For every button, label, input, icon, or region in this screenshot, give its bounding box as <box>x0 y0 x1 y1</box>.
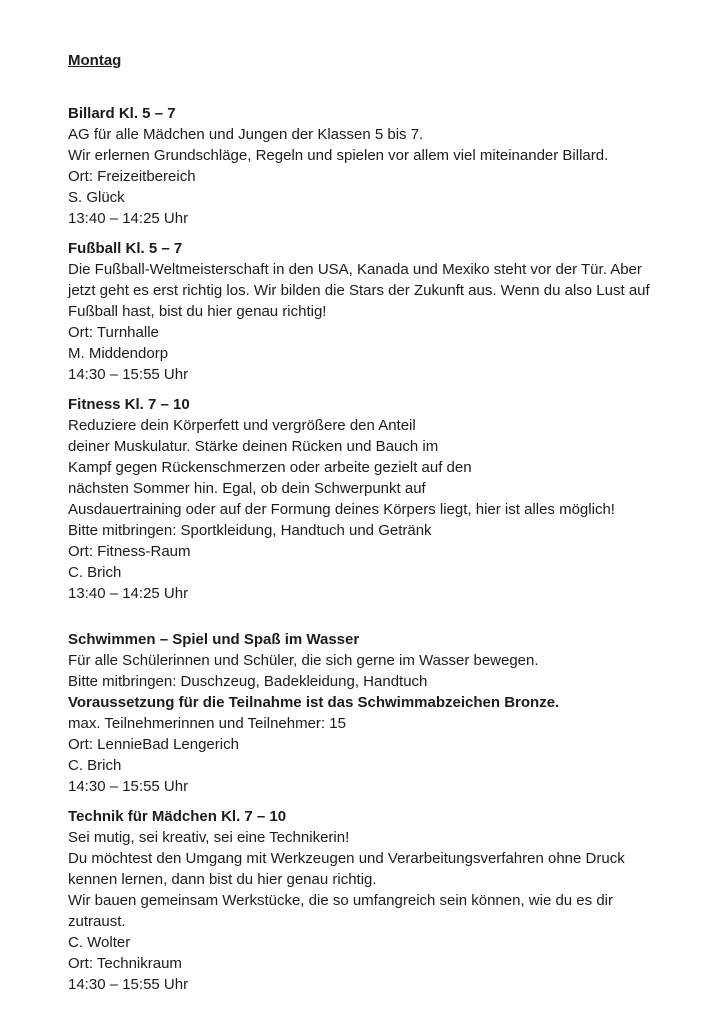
activity-description-line: Fußball hast, bist du hier genau richtig! <box>68 303 327 320</box>
activity-description-line: Wir bauen gemeinsam Werkstücke, die so umfangreich sein können, wie du es dir <box>68 892 613 909</box>
activity-title-fussball: Fußball Kl. 5 – 7 <box>68 240 183 257</box>
activity-title-billard: Billard Kl. 5 – 7 <box>68 105 176 122</box>
activity-bring-line: Bitte mitbringen: Duschzeug, Badekleidung, Handtuch <box>68 673 428 690</box>
day-heading: Montag <box>68 52 122 69</box>
activity-description-line: kennen lernen, dann bist du hier genau richtig. <box>68 871 377 888</box>
activity-time-line: 13:40 – 14:25 Uhr <box>68 210 189 227</box>
activity-time-line: 14:30 – 15:55 Uhr <box>68 778 189 795</box>
activity-location-line: Ort: Freizeitbereich <box>68 168 196 185</box>
activity-requirement-line: Voraussetzung für die Teilnahme ist das Schwimmabzeichen Bronze. <box>68 694 560 711</box>
activity-description-line: Kampf gegen Rückenschmerzen oder arbeite gezielt auf den <box>68 459 472 476</box>
activity-instructor-line: M. Middendorp <box>68 345 169 362</box>
activity-location-line: Ort: LennieBad Lengerich <box>68 736 239 753</box>
activity-description-line: zutraust. <box>68 913 126 930</box>
activity-instructor-line: S. Glück <box>68 189 125 206</box>
activity-description-line: Sei mutig, sei kreativ, sei eine Technikerin! <box>68 829 350 846</box>
activity-section-billard <box>68 103 688 229</box>
activity-instructor-line: C. Wolter <box>68 934 131 951</box>
activity-location-line: Ort: Technikraum <box>68 955 182 972</box>
activity-time-line: 13:40 – 14:25 Uhr <box>68 585 189 602</box>
activity-description-line: AG für alle Mädchen und Jungen der Klassen 5 bis 7. <box>68 126 424 143</box>
activity-section-technik <box>68 806 688 995</box>
activity-description-line: Ausdauertraining oder auf der Formung deines Körpers liegt, hier ist alles möglich! <box>68 501 615 518</box>
activity-description-line: Du möchtest den Umgang mit Werkzeugen und Verarbeitungsverfahren ohne Druck <box>68 850 625 867</box>
activity-location-line: Ort: Fitness-Raum <box>68 543 191 560</box>
activity-title-fitness: Fitness Kl. 7 – 10 <box>68 396 190 413</box>
activity-description-line: Reduziere dein Körperfett und vergrößere den Anteil <box>68 417 416 434</box>
activity-title-schwimmen: Schwimmen – Spiel und Spaß im Wasser <box>68 631 360 648</box>
activity-title-technik: Technik für Mädchen Kl. 7 – 10 <box>68 808 287 825</box>
activity-instructor-line: C. Brich <box>68 564 122 581</box>
activity-time-line: 14:30 – 15:55 Uhr <box>68 976 189 993</box>
activity-section-fitness <box>68 394 688 604</box>
activity-description-line: nächsten Sommer hin. Egal, ob dein Schwerpunkt auf <box>68 480 426 497</box>
activity-description-line: Die Fußball-Weltmeisterschaft in den USA, Kanada und Mexiko steht vor der Tür. Aber <box>68 261 642 278</box>
activity-description-line: deiner Muskulatur. Stärke deinen Rücken und Bauch im <box>68 438 439 455</box>
activity-description-line: Wir erlernen Grundschläge, Regeln und spielen vor allem viel miteinander Billard. <box>68 147 609 164</box>
activity-instructor-line: C. Brich <box>68 757 122 774</box>
activity-section-fussball <box>68 238 688 385</box>
activity-description-line: Für alle Schülerinnen und Schüler, die sich gerne im Wasser bewegen. <box>68 652 539 669</box>
activity-location-line: Ort: Turnhalle <box>68 324 159 341</box>
activity-time-line: 14:30 – 15:55 Uhr <box>68 366 189 383</box>
activity-description-line: jetzt geht es erst richtig los. Wir bilden die Stars der Zukunft aus. Wenn du also Lust auf <box>68 282 650 299</box>
activity-bring-line: Bitte mitbringen: Sportkleidung, Handtuch und Getränk <box>68 522 432 539</box>
activity-max-participants-line: max. Teilnehmerinnen und Teilnehmer: 15 <box>68 715 346 732</box>
activity-section-schwimmen <box>68 629 688 797</box>
